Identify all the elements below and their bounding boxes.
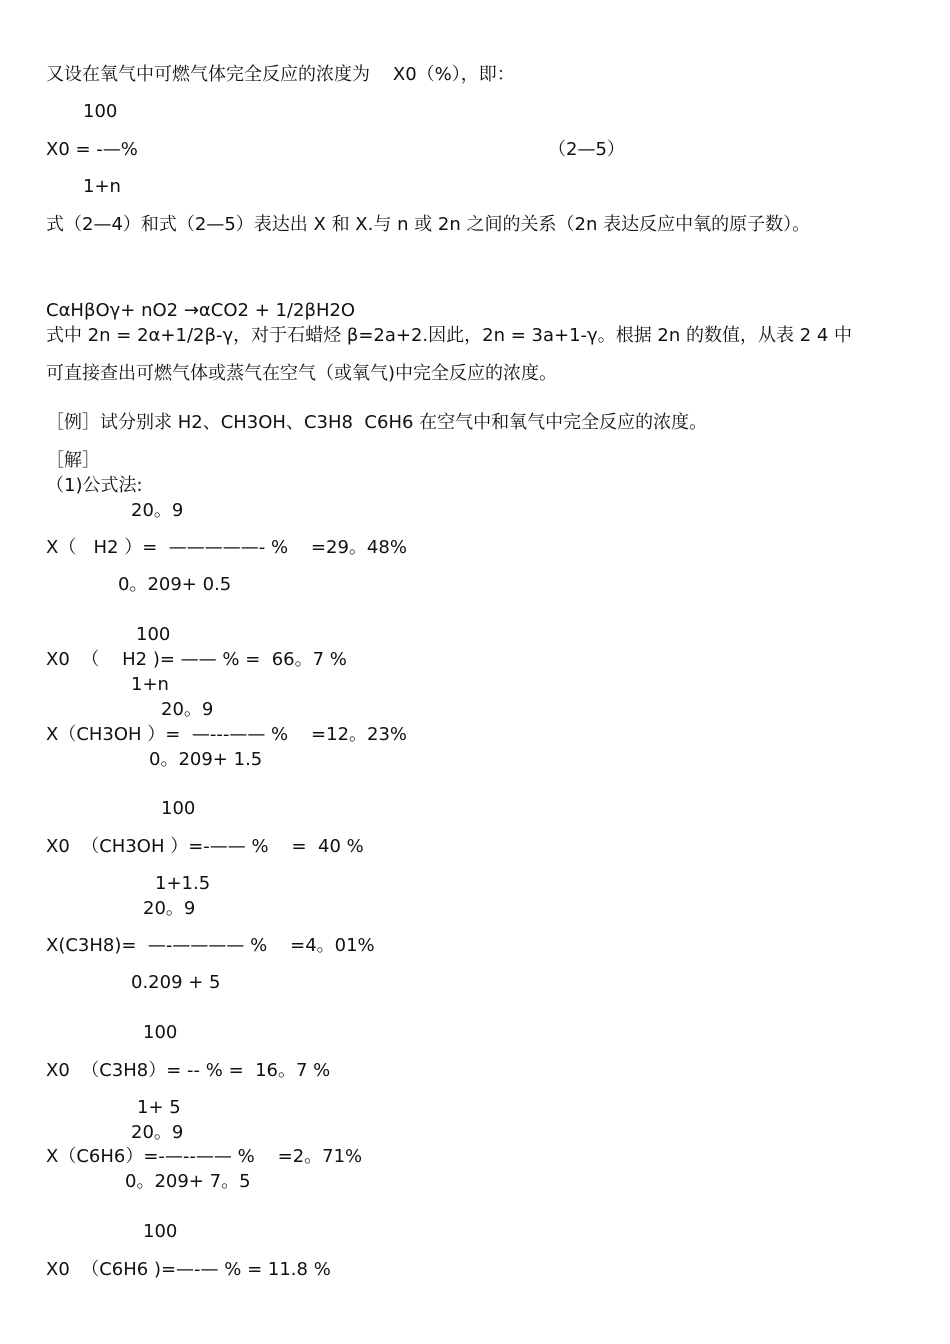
c6h6-air-denominator: 0。209+ 7。5 [125, 1171, 251, 1192]
reaction-text-1: 式中 2n = 2α+1/2β-γ，对于石蜡烃 β=2a+2.因此，2n = 3a+1-γ。根据 2n 的数值，从表 2 4 中 [46, 325, 853, 346]
h2-oxygen-formula: X0 （ H2 )= —— % = 66。7 % [46, 649, 347, 670]
explanation-text: 式（2—4）和式（2—5）表达出 X 和 X.与 n 或 2n 之间的关系（2n 表达反应中氧的原子数）。 [46, 214, 811, 235]
ch3oh-oxygen-numerator: 100 [161, 798, 196, 819]
h2-air-formula: X（ H2 ）= —————- % =29。48% [46, 537, 407, 558]
equation-number: （2—5） [548, 139, 625, 160]
ch3oh-air-numerator: 20。9 [161, 699, 214, 720]
c6h6-oxygen-formula: X0 （C6H6 )=—-— % = 11.8 % [46, 1259, 331, 1280]
reaction-text-2: 可直接查出可燃气体或蒸气在空气（或氧气)中完全反应的浓度。 [46, 363, 558, 384]
h2-oxygen-numerator: 100 [136, 624, 171, 645]
formula-denominator: 1+n [83, 176, 121, 197]
c3h8-oxygen-denominator: 1+ 5 [137, 1097, 181, 1118]
c6h6-air-formula: X（C6H6）=-—--—— % =2。71% [46, 1146, 363, 1167]
c6h6-oxygen-numerator: 100 [143, 1221, 178, 1242]
h2-air-denominator: 0。209+ 0.5 [118, 574, 232, 595]
ch3oh-air-formula: X（CH3OH ）= —---—— % =12。23% [46, 724, 408, 745]
c3h8-air-denominator: 0.209 + 5 [131, 972, 221, 993]
formula-numerator: 100 [83, 101, 118, 122]
reaction-equation: CαHβOγ+ nO2 →αCO2 + 1/2βH2O [46, 300, 356, 321]
ch3oh-oxygen-formula: X0 （CH3OH ）=-—— % = 40 % [46, 836, 364, 857]
formula-x0: X0 = -—% [46, 139, 138, 160]
h2-air-numerator: 20。9 [131, 500, 184, 521]
c3h8-air-numerator: 20。9 [143, 898, 196, 919]
ch3oh-air-denominator: 0。209+ 1.5 [149, 749, 263, 770]
solution-label: ［解］ [46, 450, 100, 471]
c6h6-air-numerator: 20。9 [131, 1122, 184, 1143]
intro-line: 又设在氧气中可燃气体完全反应的浓度为 X0（%），即： [46, 64, 515, 85]
h2-oxygen-denominator: 1+n [131, 674, 169, 695]
method-label: （1)公式法: [46, 475, 143, 496]
c3h8-oxygen-formula: X0 （C3H8）= -- % = 16。7 % [46, 1060, 331, 1081]
ch3oh-oxygen-denominator: 1+1.5 [155, 873, 211, 894]
c3h8-air-formula: X(C3H8)= —-———— % =4。01% [46, 935, 375, 956]
c3h8-oxygen-numerator: 100 [143, 1022, 178, 1043]
example-question: ［例］试分别求 H2、CH3OH、C3H8 C6H6 在空气中和氧气中完全反应的浓度。 [46, 412, 708, 433]
